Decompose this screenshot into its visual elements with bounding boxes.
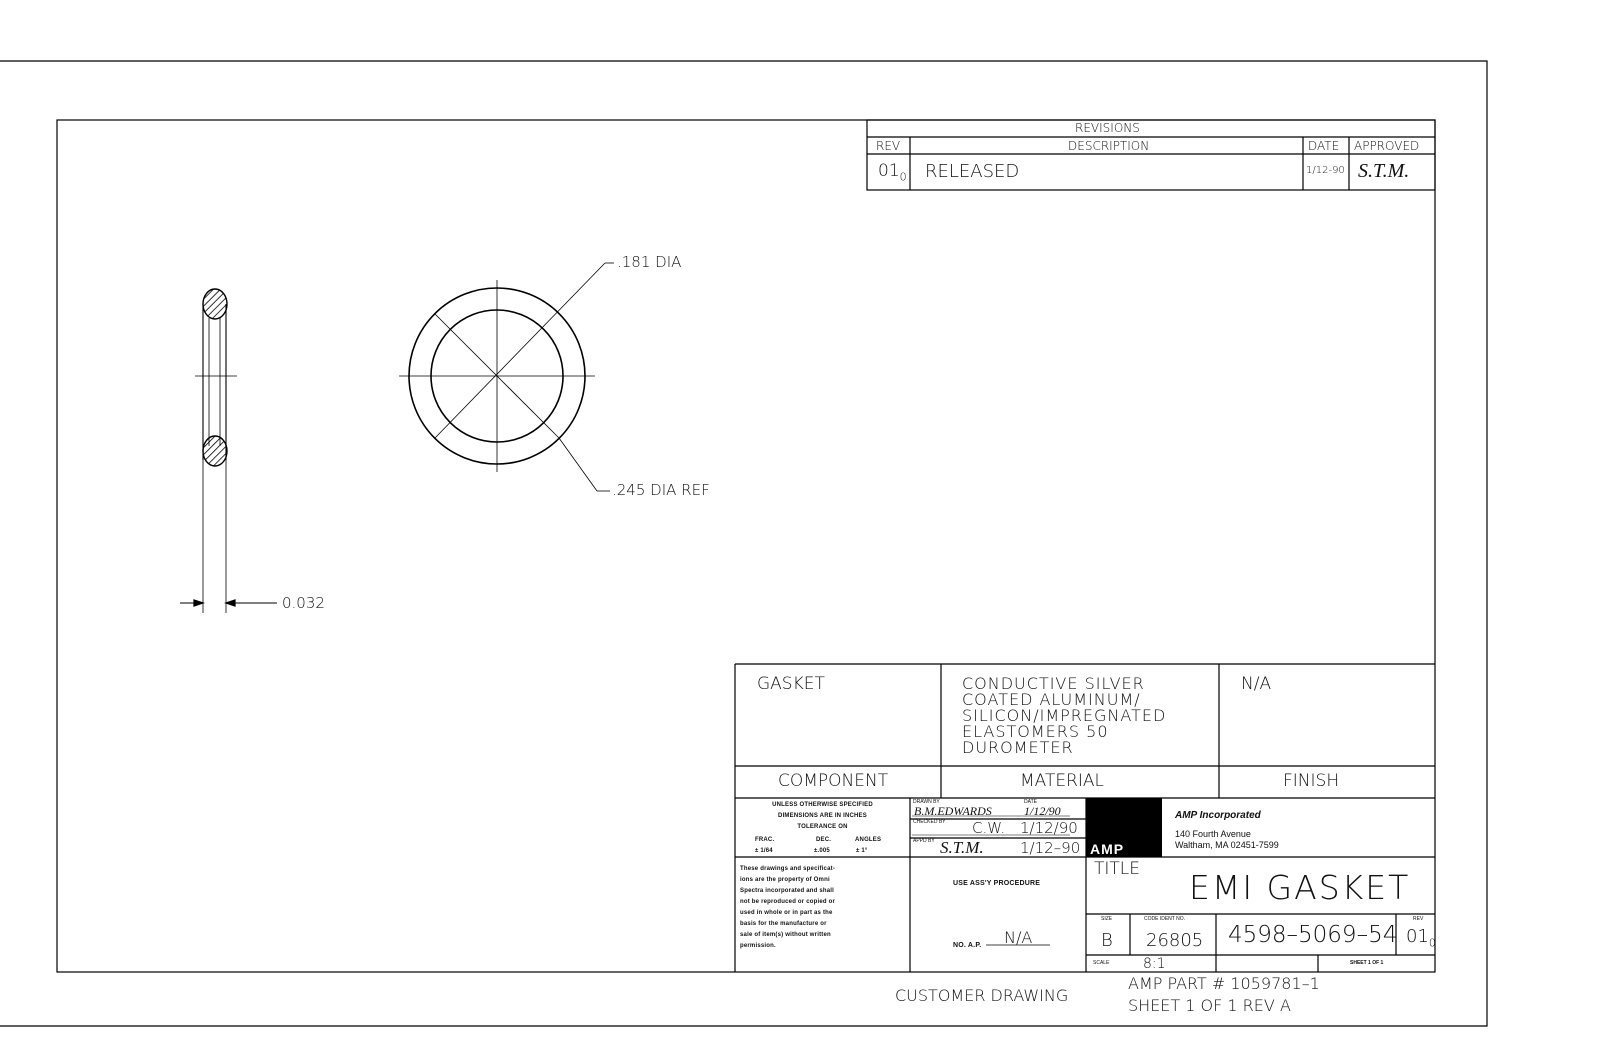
- rev-value: $01_0$: [1406, 926, 1436, 950]
- company-name: AMP Incorporated: [1175, 810, 1261, 821]
- rev-label: REV: [1413, 916, 1424, 922]
- finish-value: N/A: [1241, 674, 1272, 694]
- sheet-number: SHEET 1 OF 1: [1350, 960, 1384, 966]
- checked-date: 1/12/90: [1020, 819, 1078, 837]
- material-label: MATERIAL: [1020, 771, 1105, 791]
- material-value: CONDUCTIVE SILVER COATED ALUMINUM/ SILICON/IMPREGNATED ELASTOMERS 50 DUROMETER: [962, 674, 1167, 757]
- sheet-revision: SHEET 1 OF 1 REV A: [1128, 996, 1291, 1015]
- description-column-header: DESCRIPTION: [1068, 139, 1150, 153]
- date-column-header: DATE: [1308, 139, 1340, 153]
- company-address-2: Waltham, MA 02451-7599: [1175, 840, 1279, 850]
- tolerance-note: UNLESS OTHERWISE SPECIFIED DIMENSIONS ARE IN INCHES TOLERANCE ON: [772, 802, 873, 830]
- drawn-date-label: DATE: [1024, 799, 1037, 805]
- tol-angles-label: ANGLES: [855, 837, 882, 843]
- property-notice: These drawings and specificat- ions are the property of Omni Spectra incorporated and shall not be reproduced or copied or used in whole or in part as the basis for the manufacture or sale of item(s) without written permission.: [740, 866, 836, 949]
- amp-part-number: AMP PART # 1059781–1: [1128, 974, 1320, 993]
- company-address-1: 140 Fourth Avenue: [1175, 829, 1251, 839]
- revision-description: RELEASED: [925, 161, 1020, 182]
- scale-label: SCALE: [1093, 960, 1110, 966]
- size-label: SIZE: [1101, 916, 1113, 922]
- use-assy-procedure: USE ASS'Y PROCEDURE: [953, 880, 1041, 887]
- drawn-date: 1/12/90: [1024, 804, 1061, 818]
- no-ap-label: NO. A.P.: [953, 942, 982, 949]
- revisions-header: REVISIONS: [1075, 121, 1140, 135]
- revision-approved-signature: S.T.M.: [1358, 160, 1410, 182]
- cross-section-bottom: [203, 436, 227, 466]
- tol-dec-label: DEC.: [816, 837, 832, 843]
- tol-angles: ± 1°: [856, 848, 868, 854]
- checked-by: C.W.: [972, 819, 1006, 837]
- approved-date: 1/12–90: [1020, 839, 1081, 857]
- approved-column-header: APPROVED: [1354, 139, 1420, 153]
- gasket-front-view: [399, 263, 614, 491]
- approved-by-label: APPD BY: [913, 838, 935, 844]
- dim-outer-diameter: .245 DIA REF: [612, 481, 710, 499]
- amp-logo: AMP: [1090, 841, 1125, 857]
- dim-thickness: 0.032: [282, 594, 325, 612]
- drawing-title: EMI GASKET: [1189, 868, 1411, 907]
- revision-number: $01_0$: [878, 161, 907, 184]
- component-label: COMPONENT: [778, 771, 889, 791]
- scale-value: 8:1: [1143, 956, 1166, 972]
- no-ap-value: N/A: [1004, 928, 1033, 947]
- component-value: GASKET: [757, 674, 825, 694]
- size-value: B: [1101, 930, 1113, 951]
- customer-drawing-label: CUSTOMER DRAWING: [895, 986, 1069, 1005]
- drawn-by-label: DRAWN BY: [913, 799, 940, 805]
- checked-by-label: CHECKED BY: [913, 819, 946, 825]
- tol-frac-label: FRAC.: [755, 837, 775, 843]
- title-label: TITLE: [1094, 859, 1140, 879]
- finish-label: FINISH: [1283, 771, 1340, 791]
- drawn-by: B.M.EDWARDS: [914, 804, 992, 818]
- code-ident-label: CODE IDENT NO.: [1144, 916, 1186, 922]
- rev-column-header: REV: [876, 139, 901, 153]
- approved-by: S.T.M.: [940, 838, 984, 857]
- tol-frac: ± 1/64: [755, 848, 773, 854]
- code-ident-value: 26805: [1146, 930, 1204, 951]
- cross-section-top: [203, 289, 227, 319]
- drawing-number: 4598–5069–54: [1228, 922, 1398, 948]
- tol-dec: ±.005: [814, 848, 830, 854]
- revision-date: 1/12-90: [1306, 165, 1345, 176]
- gasket-edge-view: [180, 304, 277, 613]
- dim-inner-diameter: .181 DIA: [617, 253, 682, 271]
